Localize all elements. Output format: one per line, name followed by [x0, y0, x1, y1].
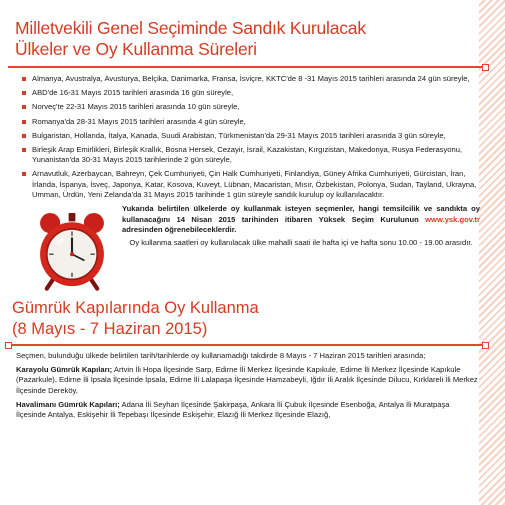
title-line-2: Ülkeler ve Oy Kullanma Süreleri: [15, 39, 257, 59]
road-gates-paragraph: [16, 365, 480, 396]
page: [8, 6, 486, 424]
notice-part-1: Yukarıda belirtilen ülkelerde oy kullanmak isteyen seçmenler, hangi temsilcilik ve sandıkta oy kullanacağını 14 Nisan 2015 tarihinden itibaren Yüksek Seçim Kurulunun: [122, 204, 480, 224]
list-item: Arnavutluk, Azerbaycan, Bahreyn, Çek Cumhuriyeti, Çin Halk Cumhuriyeti, Finlandiya, Güney Afrika Cumhuriyeti, Gürcistan, İran, İrlanda, İspanya, İsveç, Japonya, Katar, Kosova, Kuveyt, Lübnan, Macaristan, Mısır, Özbekistan, Polonya, Sudan, Tayland, Ukrayna, Umman, Ürdün, Yeni Zelanda'da 31 Mayıs 2015 tarihinde 1 gün süreyle sandık kurulup oy kullanılacaktır.: [32, 169, 486, 200]
customs-intro: Seçmen, bulunduğu ülkede belirtilen tarih/tarihlerde oy kullanamadığı takdirde 8 Mayıs - 7 Haziran 2015 tarihleri arasında;: [16, 351, 426, 361]
notice-box: [8, 204, 486, 298]
page-title: [15, 18, 486, 60]
customs-section: [16, 351, 486, 420]
section-divider: [8, 344, 486, 346]
road-gates-label: Karayolu Gümrük Kapıları;: [16, 365, 113, 375]
list-item: ABD'de 16-31 Mayıs 2015 tarihleri arasında 16 gün süreyle,: [32, 88, 486, 98]
list-item: Norveç'te 22-31 Mayıs 2015 tarihleri arasında 10 gün süreyle,: [32, 102, 486, 112]
list-item: Almanya, Avustralya, Avusturya, Belçika, Danimarka, Fransa, İsviçre, KKTC'de 8 -31 Mayıs 2015 tarihleri arasında 24 gün süreyle,: [32, 74, 486, 84]
title-line-1: Milletvekili Genel Seçiminde Sandık Kurulacak: [15, 18, 366, 38]
title-divider: [8, 66, 486, 68]
ysk-link[interactable]: www.ysk.gov.tr: [425, 214, 480, 224]
air-gates-label: Havalimanı Gümrük Kapıları;: [16, 399, 120, 409]
voting-hours: Oy kullanma saatleri oy kullanılacak ülke mahalli saati ile hafta içi ve hafta sonu 10.00 - 19.00 arasıdır.: [129, 237, 473, 247]
list-item: Romanya'da 28-31 Mayıs 2015 tarihleri arasında 4 gün süreyle,: [32, 117, 486, 127]
air-gates-text: Adana İli Seyhan İlçesinde Şakirpaşa, Ankara İli Çubuk İlçesinde Esenboğa, Antalya İli Muratpaşa İlçesinde Antalya, Eskişehir İli Tepebaşı İlçesinde Eskişehir, Elazığ İli Merkez İlçesinde Elazığ,: [16, 399, 450, 420]
road-gates-text: Artvin İli Hopa İlçesinde Sarp, Edirne İli Merkez İlçesinde Kapıkule, Edirne İli Merkez İlçesinde Kapıkule (Pazarkule), Edirne İli İpsala İlçesinde İpsala, Edirne İli Lalapaşa İlçesinde Hamzabeyli, Iğdır İli Aralık İlçesinde Dilucu, Kırklareli İli Merkez İlçesinde Dereköy,: [16, 365, 478, 395]
section-title-line-2: (8 Mayıs - 7 Haziran 2015): [12, 320, 208, 339]
alarm-clock-icon: [30, 208, 114, 292]
list-item: Bulgaristan, Hollanda, İtalya, Kanada, Suudi Arabistan, Türkmenistan'da 29-31 Mayıs 2015 tarihleri arasında 3 gün süreyle,: [32, 131, 486, 141]
air-gates-paragraph: [16, 400, 480, 420]
country-list: [8, 74, 486, 200]
notice-part-2: adresinden öğrenebileceklerdir.: [122, 225, 237, 235]
section-title-line-1: Gümrük Kapılarında Oy Kullanma: [12, 299, 259, 318]
notice-text: [122, 204, 480, 248]
list-item: Birleşik Arap Emirlikleri, Birleşik Krallık, Bosna Hersek, Cezayir, İsrail, Kazakistan, Kırgızistan, Makedonya, Rusya Federasyonu, Yunanistan'da 30-31 Mayıs 2015 tarihlerinde 2 gün süreyle,: [32, 145, 486, 165]
section-title: [12, 298, 486, 340]
